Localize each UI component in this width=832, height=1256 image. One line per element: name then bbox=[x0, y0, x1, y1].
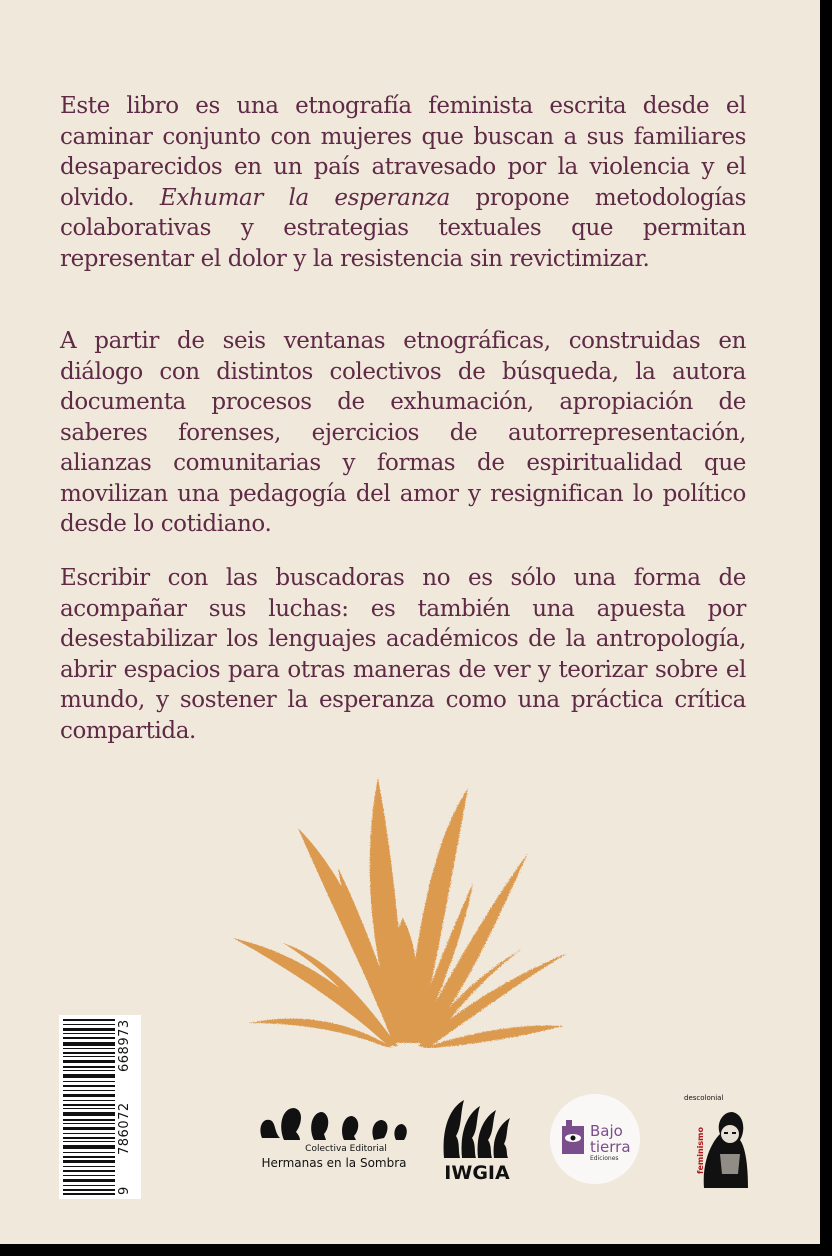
synopsis-paragraph-3: Escribir con las buscadoras no es sólo una forma de acompañar sus luchas: es también una apuesta por desestabilizar los lenguajes académicos de la antropología, abrir espacios para otras maneras de ver y teorizar sobre el mundo, y sostener la esperanza como una práctica crítica compartida. bbox=[60, 565, 746, 744]
silhouette-faces-icon bbox=[256, 1098, 412, 1144]
synopsis-paragraph-2: A partir de seis ventanas etnográficas, construidas en diálogo con distintos colectivos de búsqueda, la autora documenta procesos de exhumación, apropiación de saberes forenses, ejercicios de autorrepresentación, alianzas comunitarias y formas de espiritualidad que movilizan una pedagogía del amor y resignifican lo político desde lo cotidiano. bbox=[60, 328, 746, 537]
book-eye-icon bbox=[560, 1118, 590, 1158]
barcode-bars-icon bbox=[63, 1019, 115, 1195]
bajo-tierra-line-2: tierra bbox=[590, 1138, 631, 1156]
feminismo-top-text: descolonial bbox=[684, 1094, 724, 1102]
agave-plant-icon bbox=[228, 758, 570, 1048]
feminismo-descolonial-logo bbox=[684, 1094, 748, 1188]
bajo-tierra-line-3: Ediciones bbox=[590, 1155, 619, 1162]
hermanas-en-la-sombra-logo bbox=[256, 1098, 412, 1178]
isbn-digit-group-3: 668973 bbox=[117, 1019, 132, 1072]
feminismo-side-text: feminismo bbox=[696, 1126, 705, 1174]
isbn-digit-group-1: 9 bbox=[117, 1186, 132, 1195]
hermanas-line-2: Hermanas en la Sombra bbox=[261, 1156, 407, 1170]
profiles-icon bbox=[438, 1096, 516, 1160]
iwgia-name: IWGIA bbox=[444, 1162, 510, 1184]
woman-portrait-icon bbox=[700, 1104, 748, 1188]
hermanas-line-1: Colectiva Editorial bbox=[305, 1144, 387, 1154]
iwgia-logo bbox=[438, 1096, 516, 1188]
isbn-barcode bbox=[59, 1015, 141, 1199]
paragraph-1-text-end: propone metodologías colaborativas y estrategias textuales que permitan representar el dolor y la resistencia sin revictimizar. bbox=[60, 184, 746, 272]
book-title-italic: Exhumar la esperanza bbox=[159, 184, 450, 211]
paragraph-1-text-start: Este libro es una etnografía feminista escrita desde el caminar conjunto con mujeres que buscan a sus familiares desaparecidos en un país atravesado por la violencia y el olvido. bbox=[60, 93, 746, 211]
bajo-tierra-line-1: Bajo bbox=[590, 1122, 623, 1140]
isbn-digits bbox=[117, 1019, 139, 1195]
synopsis-paragraph-1 bbox=[60, 91, 746, 274]
bajo-tierra-logo bbox=[550, 1094, 640, 1184]
isbn-digit-group-2: 786072 bbox=[117, 1102, 132, 1156]
